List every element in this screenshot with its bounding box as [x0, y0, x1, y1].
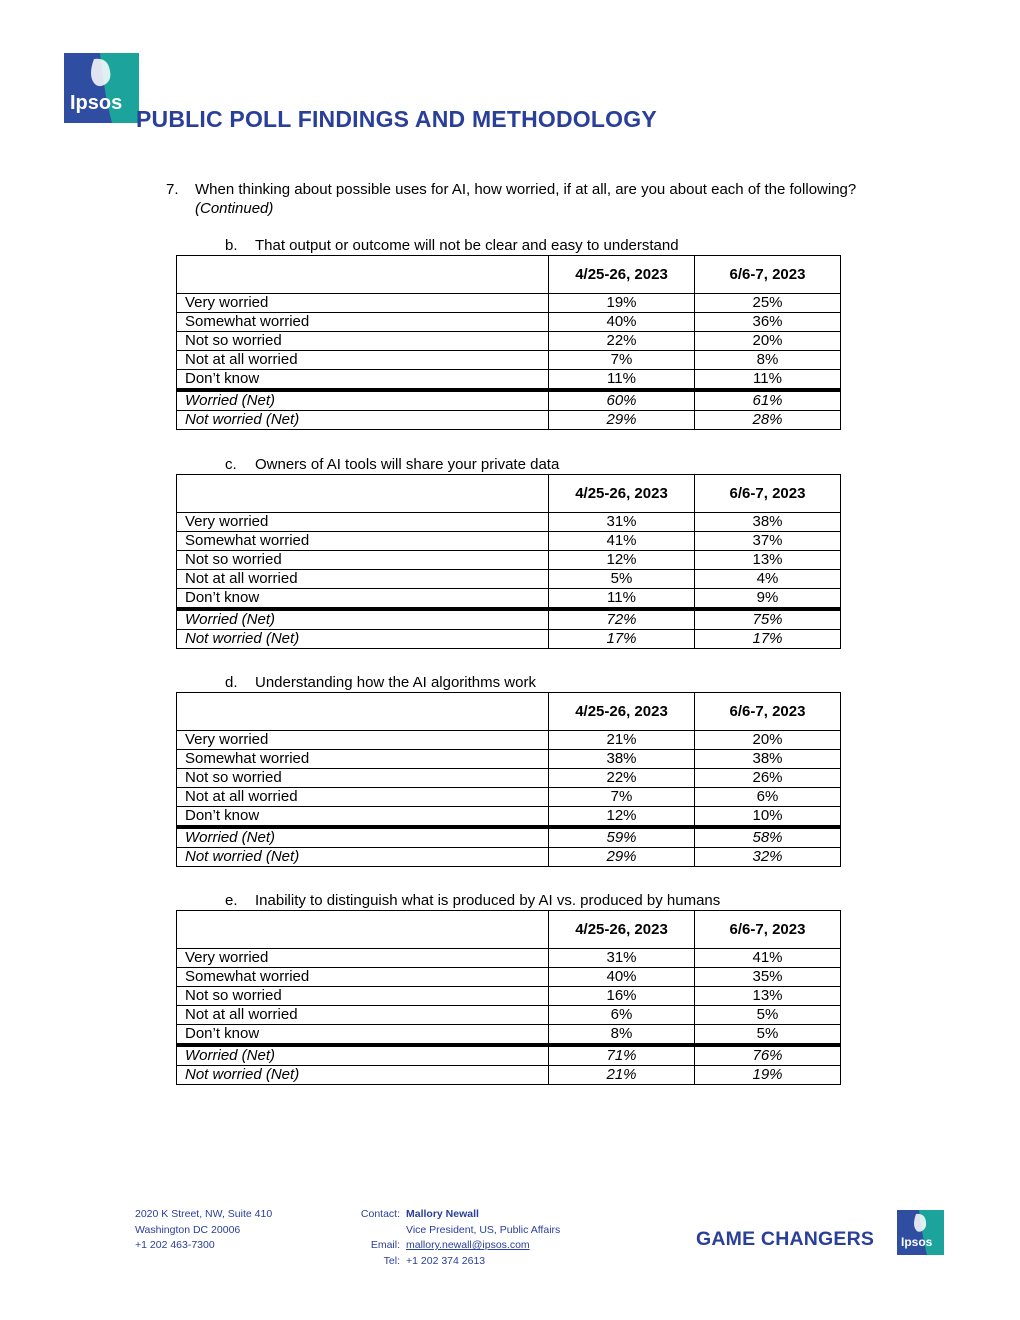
table-row [177, 370, 841, 391]
table-row [177, 807, 841, 828]
section-letter: b. [225, 237, 238, 254]
value-cell: 28% [695, 411, 841, 430]
section-letter: c. [225, 456, 237, 473]
email-label: Email: [370, 1239, 400, 1251]
section-title [225, 236, 840, 255]
table-row [177, 788, 841, 807]
question-section [176, 891, 840, 1085]
section-title-text: Owners of AI tools will share your private data [255, 456, 560, 473]
question-number: 7. [166, 181, 179, 198]
row-label: Not so worried [177, 551, 549, 570]
table-row [177, 1045, 841, 1066]
table-row [177, 731, 841, 750]
value-cell: 22% [549, 332, 695, 351]
table-row [177, 589, 841, 610]
row-label: Worried (Net) [177, 390, 549, 411]
value-cell: 8% [695, 351, 841, 370]
table-row [177, 1006, 841, 1025]
section-title [225, 673, 840, 692]
row-label: Not worried (Net) [177, 630, 549, 649]
value-cell: 4% [695, 570, 841, 589]
section-letter: d. [225, 674, 238, 691]
table-row [177, 1025, 841, 1046]
row-label: Not at all worried [177, 570, 549, 589]
value-cell: 7% [549, 788, 695, 807]
row-label: Don’t know [177, 1025, 549, 1046]
row-label: Not worried (Net) [177, 1066, 549, 1085]
value-cell: 19% [695, 1066, 841, 1085]
question-section [176, 236, 840, 430]
table-row [177, 769, 841, 788]
footer-contact [330, 1207, 560, 1269]
value-cell: 5% [695, 1006, 841, 1025]
value-cell: 40% [549, 313, 695, 332]
header-blank [177, 911, 549, 949]
section-title-text: Understanding how the AI algorithms work [255, 674, 536, 691]
row-label: Very worried [177, 731, 549, 750]
table-header-row [177, 693, 841, 731]
table-row [177, 750, 841, 769]
row-label: Not at all worried [177, 351, 549, 370]
row-label: Not so worried [177, 332, 549, 351]
table-row [177, 294, 841, 313]
row-label: Not at all worried [177, 1006, 549, 1025]
address-line: Washington DC 20006 [135, 1223, 241, 1236]
column-header: 4/25-26, 2023 [549, 911, 695, 949]
row-label: Don’t know [177, 589, 549, 610]
value-cell: 22% [549, 769, 695, 788]
value-cell: 21% [549, 731, 695, 750]
results-table [176, 910, 841, 1085]
column-header: 6/6-7, 2023 [695, 475, 841, 513]
logo-text: Ipsos [70, 92, 123, 114]
address-line: 2020 K Street, NW, Suite 410 [135, 1208, 273, 1220]
value-cell: 10% [695, 807, 841, 828]
value-cell: 12% [549, 551, 695, 570]
value-cell: 20% [695, 731, 841, 750]
value-cell: 32% [695, 848, 841, 867]
value-cell: 6% [549, 1006, 695, 1025]
value-cell: 76% [695, 1045, 841, 1066]
table-row [177, 848, 841, 867]
value-cell: 12% [549, 807, 695, 828]
continued-note: (Continued) [195, 200, 274, 217]
table-header-row [177, 911, 841, 949]
row-label: Not so worried [177, 769, 549, 788]
column-header: 4/25-26, 2023 [549, 693, 695, 731]
question-text: When thinking about possible uses for AI, how worried, if at all, are you about each of the following? (Continued) [195, 181, 857, 217]
table-row [177, 1066, 841, 1085]
value-cell: 58% [695, 827, 841, 848]
section-title-text: That output or outcome will not be clear and easy to understand [255, 237, 679, 254]
value-cell: 40% [549, 968, 695, 987]
column-header: 4/25-26, 2023 [549, 256, 695, 294]
header-blank [177, 256, 549, 294]
table-row [177, 630, 841, 649]
section-title-text: Inability to distinguish what is produced by AI vs. produced by humans [255, 892, 721, 909]
row-label: Very worried [177, 949, 549, 968]
section-title [225, 455, 840, 474]
value-cell: 38% [549, 750, 695, 769]
footer-address [135, 1207, 272, 1254]
value-cell: 72% [549, 609, 695, 630]
value-cell: 75% [695, 609, 841, 630]
row-label: Somewhat worried [177, 313, 549, 332]
row-label: Very worried [177, 513, 549, 532]
header-blank [177, 475, 549, 513]
table-row [177, 827, 841, 848]
value-cell: 17% [549, 630, 695, 649]
value-cell: 16% [549, 987, 695, 1006]
value-cell: 35% [695, 968, 841, 987]
table-row [177, 332, 841, 351]
row-label: Not worried (Net) [177, 848, 549, 867]
value-cell: 17% [695, 630, 841, 649]
value-cell: 13% [695, 987, 841, 1006]
table-row [177, 987, 841, 1006]
value-cell: 25% [695, 294, 841, 313]
contact-role: Vice President, US, Public Affairs [406, 1223, 561, 1236]
value-cell: 6% [695, 788, 841, 807]
value-cell: 11% [549, 370, 695, 391]
value-cell: 38% [695, 750, 841, 769]
header-blank [177, 693, 549, 731]
row-label: Somewhat worried [177, 968, 549, 987]
section-letter: e. [225, 892, 238, 909]
table-row [177, 513, 841, 532]
value-cell: 37% [695, 532, 841, 551]
row-label: Very worried [177, 294, 549, 313]
question-section [176, 455, 840, 649]
table-header-row [177, 475, 841, 513]
value-cell: 59% [549, 827, 695, 848]
value-cell: 8% [549, 1025, 695, 1046]
table-row [177, 411, 841, 430]
table-row [177, 390, 841, 411]
row-label: Worried (Net) [177, 609, 549, 630]
row-label: Worried (Net) [177, 1045, 549, 1066]
value-cell: 7% [549, 351, 695, 370]
column-header: 6/6-7, 2023 [695, 256, 841, 294]
table-row [177, 968, 841, 987]
table-row [177, 949, 841, 968]
tel-value: +1 202 374 2613 [406, 1254, 486, 1267]
value-cell: 21% [549, 1066, 695, 1085]
value-cell: 26% [695, 769, 841, 788]
value-cell: 41% [549, 532, 695, 551]
value-cell: 19% [549, 294, 695, 313]
value-cell: 5% [549, 570, 695, 589]
value-cell: 36% [695, 313, 841, 332]
ipsos-logo-small [897, 1210, 944, 1255]
row-label: Worried (Net) [177, 827, 549, 848]
row-label: Not worried (Net) [177, 411, 549, 430]
value-cell: 61% [695, 390, 841, 411]
report-title: PUBLIC POLL FINDINGS AND METHODOLOGY [136, 106, 657, 132]
contact-name: Mallory Newall [406, 1208, 479, 1220]
tel-label: Tel: [383, 1254, 400, 1267]
row-label: Somewhat worried [177, 532, 549, 551]
row-label: Don’t know [177, 370, 549, 391]
results-table [176, 255, 841, 430]
contact-label: Contact: [360, 1208, 400, 1220]
column-header: 4/25-26, 2023 [549, 475, 695, 513]
table-row [177, 551, 841, 570]
ipsos-logo [64, 53, 139, 123]
table-header-row [177, 256, 841, 294]
value-cell: 9% [695, 589, 841, 610]
value-cell: 20% [695, 332, 841, 351]
value-cell: 29% [549, 411, 695, 430]
results-table [176, 692, 841, 867]
row-label: Not at all worried [177, 788, 549, 807]
value-cell: 31% [549, 949, 695, 968]
value-cell: 11% [549, 589, 695, 610]
value-cell: 29% [549, 848, 695, 867]
value-cell: 38% [695, 513, 841, 532]
table-row [177, 313, 841, 332]
logo-small-text: Ipsos [901, 1235, 933, 1249]
address-line: +1 202 463-7300 [135, 1239, 215, 1251]
value-cell: 60% [549, 390, 695, 411]
results-table [176, 474, 841, 649]
email-link[interactable]: mallory.newall@ipsos.com [406, 1239, 530, 1251]
table-row [177, 532, 841, 551]
column-header: 6/6-7, 2023 [695, 911, 841, 949]
row-label: Not so worried [177, 987, 549, 1006]
question-section [176, 673, 840, 867]
value-cell: 13% [695, 551, 841, 570]
table-row [177, 351, 841, 370]
value-cell: 71% [549, 1045, 695, 1066]
row-label: Don’t know [177, 807, 549, 828]
value-cell: 31% [549, 513, 695, 532]
tagline: GAME CHANGERS [696, 1228, 875, 1250]
column-header: 6/6-7, 2023 [695, 693, 841, 731]
section-title [225, 891, 840, 910]
table-row [177, 570, 841, 589]
value-cell: 11% [695, 370, 841, 391]
table-row [177, 609, 841, 630]
value-cell: 5% [695, 1025, 841, 1046]
row-label: Somewhat worried [177, 750, 549, 769]
question-block [166, 180, 866, 218]
value-cell: 41% [695, 949, 841, 968]
